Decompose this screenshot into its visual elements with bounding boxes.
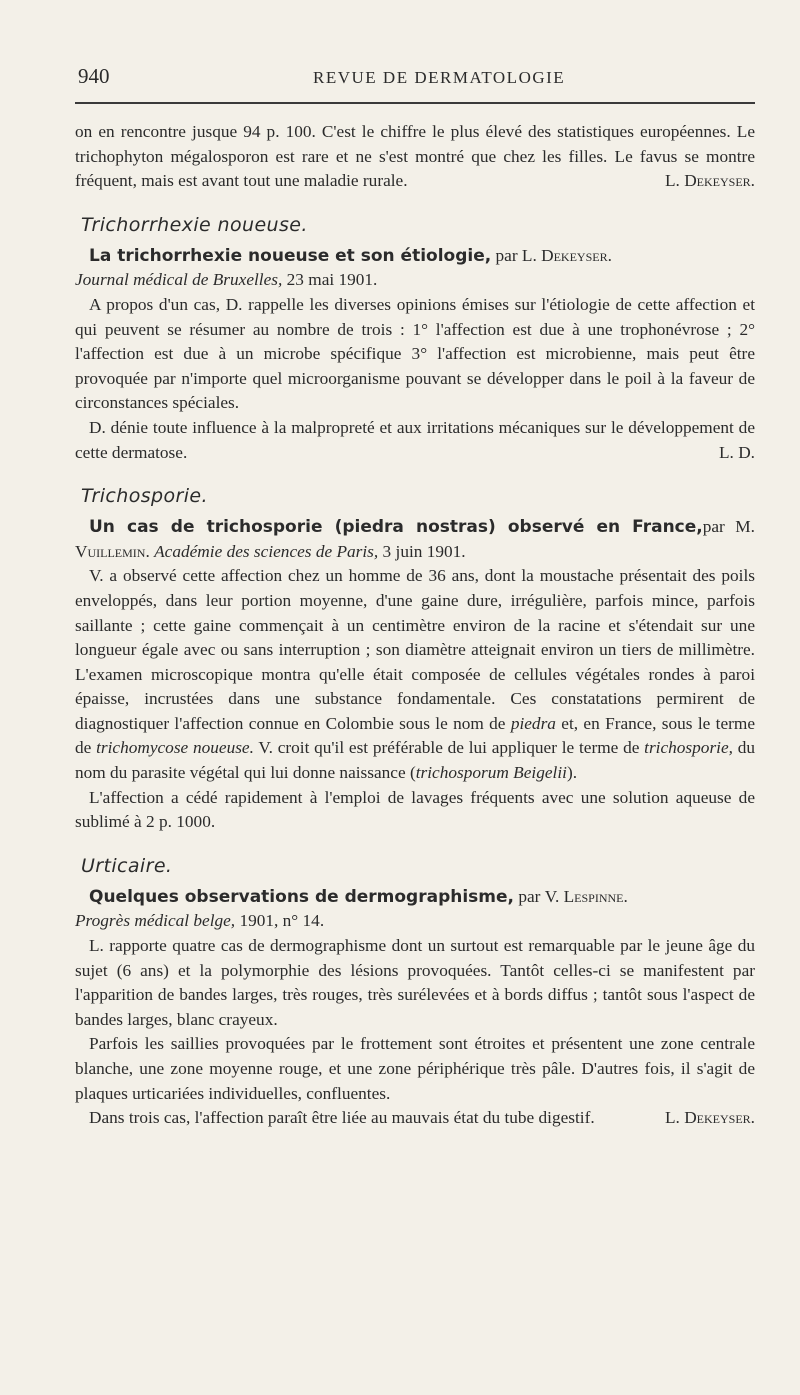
body-paragraph	[75, 564, 755, 785]
body-paragraph: L'affection a cédé rapidement à l'emploi de lavages fréquents avec une solution aqueuse de sublimé à 2 p. 1000.	[75, 787, 755, 832]
article-author: V. Lespinne.	[544, 886, 628, 906]
body-paragraph: A propos d'un cas, D. rappelle les diverses opinions émises sur l'étiologie de cette affection et qui peuvent se résumer au nombre de trois : 1° l'affection est due à une trophonévrose ; 2° l'affection est due à un microbe spécifique 3° l'affection est microbienne, mais peut être provoquée par n'importe quel microorganisme pouvant se développer dans le poil à la faveur de circonstances spéciales.	[75, 294, 755, 413]
article-journal: Académie des sciences de Paris,	[154, 541, 379, 561]
header-rule	[75, 102, 755, 104]
intro-paragraph	[75, 120, 755, 194]
body-text: du nom du parasite végétal qui lui donne naissance (	[75, 738, 756, 783]
article-citation-trichosporie	[75, 515, 755, 564]
article-title: La trichorrhexie noueuse et son étiologie,	[89, 245, 492, 266]
body-paragraph	[75, 416, 755, 465]
section-heading-trichorrhexie: Trichorrhexie noueuse.	[81, 213, 308, 236]
article-author: Vuillemin.	[75, 541, 150, 561]
article-author: L. Dekeyser.	[521, 245, 612, 265]
article-by: par	[514, 886, 545, 906]
section-signature: L. D.	[719, 442, 755, 462]
article-date: 23 mai 1901.	[282, 270, 378, 290]
term-piedra: piedra	[510, 713, 556, 733]
article-by: par	[491, 245, 522, 265]
article-title: Quelques observations de dermographisme,	[89, 886, 514, 907]
journal-title: REVUE DE DERMATOLOGIE	[313, 68, 566, 87]
body-text: et, en France, sous le terme de	[75, 713, 755, 758]
section-heading-urticaire: Urticaire.	[81, 854, 173, 877]
article-journal: Progrès médical belge,	[75, 911, 236, 931]
article-date: 1901, n° 14.	[235, 911, 325, 931]
page-number: 940	[78, 64, 110, 88]
body-text: Dans trois cas, l'affection paraît être liée au mauvais état du tube digestif.	[89, 1108, 595, 1128]
article-by: par M.	[702, 517, 755, 537]
page	[75, 60, 755, 1131]
running-head	[75, 60, 755, 92]
body-paragraph: Parfois les saillies provoquées par le frottement sont étroites et présentent une zone centrale blanche, une zone moyenne rouge, et une zone périphérique très pâle. D'autres fois, il s'agit de plaques urticariées individuelles, confluentes.	[75, 1034, 755, 1103]
article-title: Un cas de trichosporie (piedra nostras) observé en France,	[89, 517, 703, 538]
article-citation-urticaire	[75, 885, 755, 934]
body-text: ).	[566, 763, 578, 783]
term-trichomycose: trichomycose noueuse.	[96, 738, 254, 758]
body-paragraph	[75, 1106, 755, 1131]
section-signature: L. Dekeyser.	[665, 1108, 755, 1128]
intro-text: on en rencontre jusque 94 p. 100. C'est le chiffre le plus élevé des statistiques européennes. Le trichophyton mégalosporon est rare et ne s'est montré que chez les filles. Le favus se montre fréquent, mais est avant tout une maladie rurale.	[75, 122, 755, 191]
body-text: V. a observé cette affection chez un homme de 36 ans, dont la moustache présentait des poils enveloppés, dans leur portion moyenne, d'une gaine dure, irrégulière, parfois mince, parfois saillante ; cette gaine commençait à un centimètre environ de la racine et s'étendait sur une longueur égale avec ou sans interruption ; son diamètre atteignait environ un tiers de millimètre. L'examen microscopique montra qu'elle était composée de cellules végétales rondes à paroi épaisse, incrustées dans une substance fondamentale. Ces constatations permirent de diagnostiquer l'affection connue en Colombie sous le nom de	[75, 566, 755, 733]
body-text: V. croit qu'il est préférable de lui appliquer le terme de	[253, 738, 645, 758]
article-journal: Journal médical de Bruxelles,	[75, 270, 283, 290]
term-trichosporie: trichosporie,	[644, 738, 733, 758]
article-citation-trichorrhexie	[75, 244, 755, 293]
section-heading-trichosporie: Trichosporie.	[81, 485, 208, 508]
article-date: 3 juin 1901.	[378, 541, 466, 561]
term-trichosporum: trichosporum Beigelii	[415, 763, 567, 783]
body-paragraph: L. rapporte quatre cas de dermographisme dont un surtout est remarquable par le jeune âge du sujet (6 ans) et la polymorphie des lésions provoquées. Tantôt celles-ci se manifestent par l'apparition de bandes larges, très rouges, très surélevées et à bords diffus ; tantôt sous l'aspect de bandes larges, blanc crayeux.	[75, 936, 755, 1029]
intro-signature: L. Dekeyser.	[665, 171, 755, 191]
body-text: D. dénie toute influence à la malpropreté et aux irritations mécaniques sur le développement de cette dermatose.	[75, 417, 755, 462]
